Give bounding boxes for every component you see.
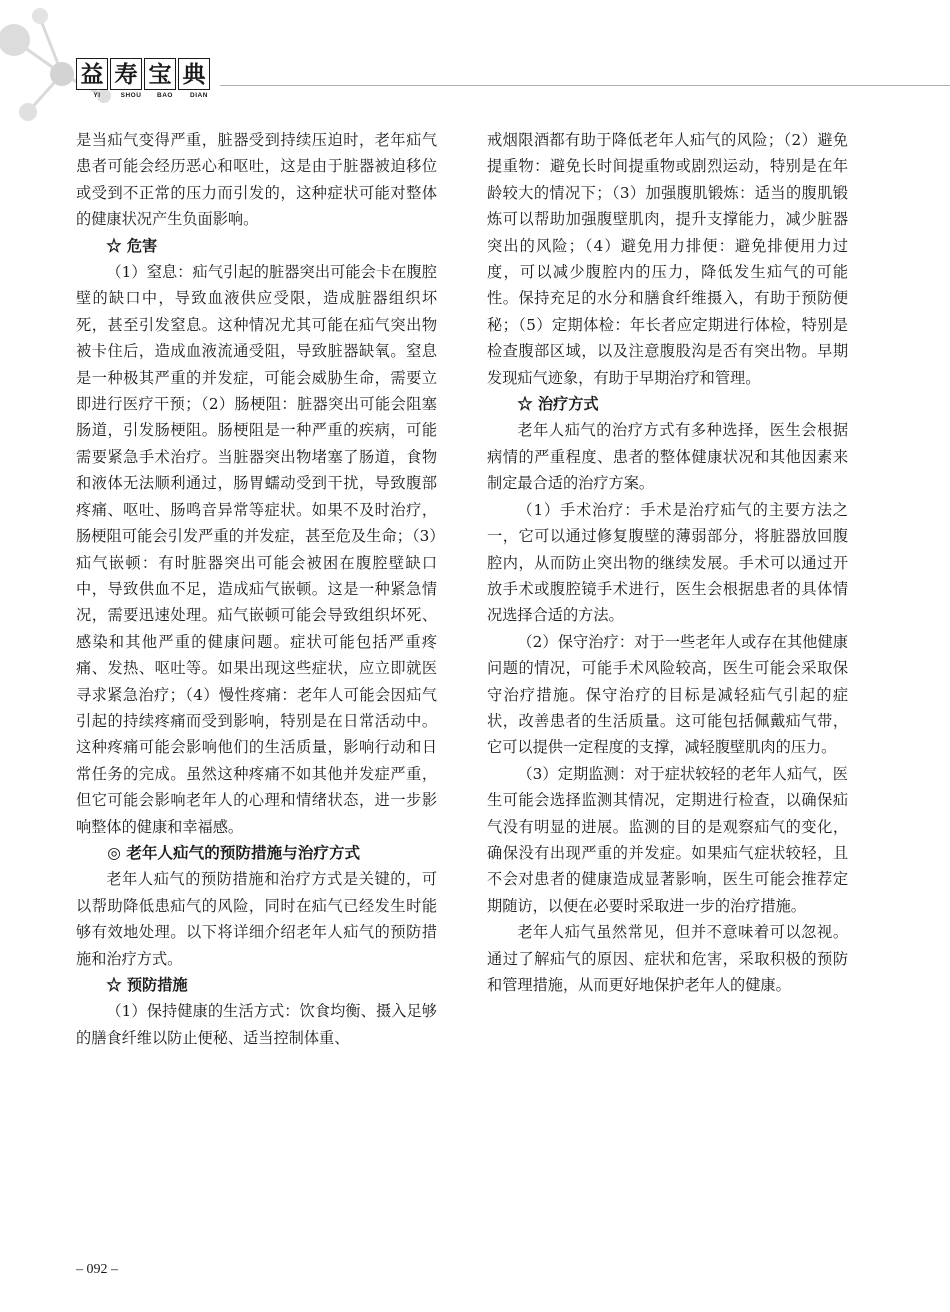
logo-char: 益: [76, 58, 108, 90]
pinyin-syllable: BAO: [157, 92, 173, 99]
magazine-logo: [76, 58, 210, 90]
paragraph: （2）保守治疗：对于一些老年人或存在其他健康问题的情况，可能手术风险较高，医生可能会采取保守治疗措施。保守治疗的目标是减轻疝气引起的症状，改善患者的生活质量。这可能包括佩戴疝气带，它可以提供一定程度的支撑，减轻腹壁肌肉的压力。: [487, 632, 848, 757]
pinyin-syllable: YI: [93, 92, 101, 99]
paragraph: 老年人疝气的预防措施和治疗方式是关键的，可以帮助降低患疝气的风险，同时在疝气已经发生时能够有效地处理。以下将详细介绍老年人疝气的预防措施和治疗方式。: [76, 870, 437, 968]
logo-char: 宝: [144, 58, 176, 90]
pinyin-syllable: SHOU: [120, 92, 142, 99]
header-rule: [220, 85, 950, 86]
page-number: – 092 –: [76, 1262, 118, 1277]
paragraph: 戒烟限酒都有助于降低老年人疝气的风险；（2）避免提重物：避免长时间提重物或剧烈运动，特别是在年龄较大的情况下；（3）加强腹肌锻炼：适当的腹肌锻炼可以帮助加强腹壁肌肉，提升支撑能力，减少脏器突出的风险；（4）避免用力排便：避免排便用力过度，可以减少腹腔内的压力，降低发生疝气的可能性。保持充足的水分和膳食纤维摄入，有助于预防便秘；（5）定期体检：年长者应定期进行体检，特别是检查腹部区域，以及注意腹股沟是否有突出物。早期发现疝气迹象，有助于早期治疗和管理。: [487, 131, 848, 387]
paragraph: 是当疝气变得严重，脏器受到持续压迫时，老年疝气患者可能会经历恶心和呕吐，这是由于脏器被迫移位或受到不正常的压力而引发的，这种症状可能对整体的健康状况产生负面影响。: [76, 131, 437, 229]
subheading: ☆ 预防措施: [106, 976, 188, 994]
paragraph: （1）窒息：疝气引起的脏器突出可能会卡在腹腔壁的缺口中，导致血液供应受限，造成脏器组织坏死，甚至引发窒息。这种情况尤其可能在疝气突出物被卡住后，造成血液流通受阻，导致脏器缺氧。窒息是一种极其严重的并发症，可能会威胁生命，需要立即进行医疗干预；（2）肠梗阻：脏器突出可能会阻塞肠道，引发肠梗阻。肠梗阻是一种严重的疾病，可能需要紧急手术治疗。当脏器突出物堵塞了肠道，食物和液体无法顺利通过，肠胃蠕动受到干扰，导致腹部疼痛、呕吐、肠鸣音异常等症状。如果不及时治疗，肠梗阻可能会引发严重的并发症，甚至危及生命；（3）疝气嵌顿：有时脏器突出可能会被困在腹腔壁缺口中，导致供血不足，造成疝气嵌顿。这是一种紧急情况，需要迅速处理。疝气嵌顿可能会导致组织坏死、感染和其他严重的健康问题。症状可能包括严重疼痛、发热、呕吐等。如果出现这些症状，应立即就医寻求紧急治疗；（4）慢性疼痛：老年人可能会因疝气引起的持续疼痛而受到影响，特别是在日常活动中。这种疼痛可能会影响他们的生活质量，影响行动和日常任务的完成。虽然这种疼痛不如其他并发症严重，但它可能会影响老年人的心理和情绪状态，进一步影响整体的健康和幸福感。: [76, 263, 437, 836]
left-column: [76, 127, 437, 1051]
paragraph: （1）保持健康的生活方式：饮食均衡、摄入足够的膳食纤维以防止便秘、适当控制体重、: [76, 1002, 437, 1047]
paragraph: 老年人疝气的治疗方式有多种选择，医生会根据病情的严重程度、患者的整体健康状况和其他因素来制定最合适的治疗方案。: [487, 421, 848, 493]
right-column: [487, 127, 848, 998]
paragraph: （3）定期监测：对于症状较轻的老年人疝气，医生可能会选择监测其情况，定期进行检查，以确保疝气没有明显的进展。监测的目的是观察疝气的变化，确保没有出现严重的并发症。如果疝气症状较轻，且不会对患者的健康造成显著影响，医生可能会推荐定期随访，以便在必要时采取进一步的治疗措施。: [487, 764, 848, 915]
subheading: ☆ 危害: [106, 236, 158, 255]
paragraph: （1）手术治疗：手术是治疗疝气的主要方法之一，它可以通过修复腹壁的薄弱部分，将脏器放回腹腔内，从而防止突出物的继续发展。手术可以通过开放手术或腹腔镜手术进行，医生会根据患者的具体情况选择合适的方法。: [487, 500, 848, 625]
logo-char: 寿: [110, 58, 142, 90]
section-title: ◎ 老年人疝气的预防措施与治疗方式: [107, 842, 361, 862]
logo-pinyin: [80, 92, 216, 99]
subheading: ☆ 治疗方式: [517, 395, 599, 414]
logo-char: 典: [178, 58, 210, 90]
paragraph: 老年人疝气虽然常见，但并不意味着可以忽视。通过了解疝气的原因、症状和危害，采取积极的预防和管理措施，从而更好地保护老年人的健康。: [487, 923, 848, 994]
pinyin-syllable: DIAN: [190, 92, 208, 99]
